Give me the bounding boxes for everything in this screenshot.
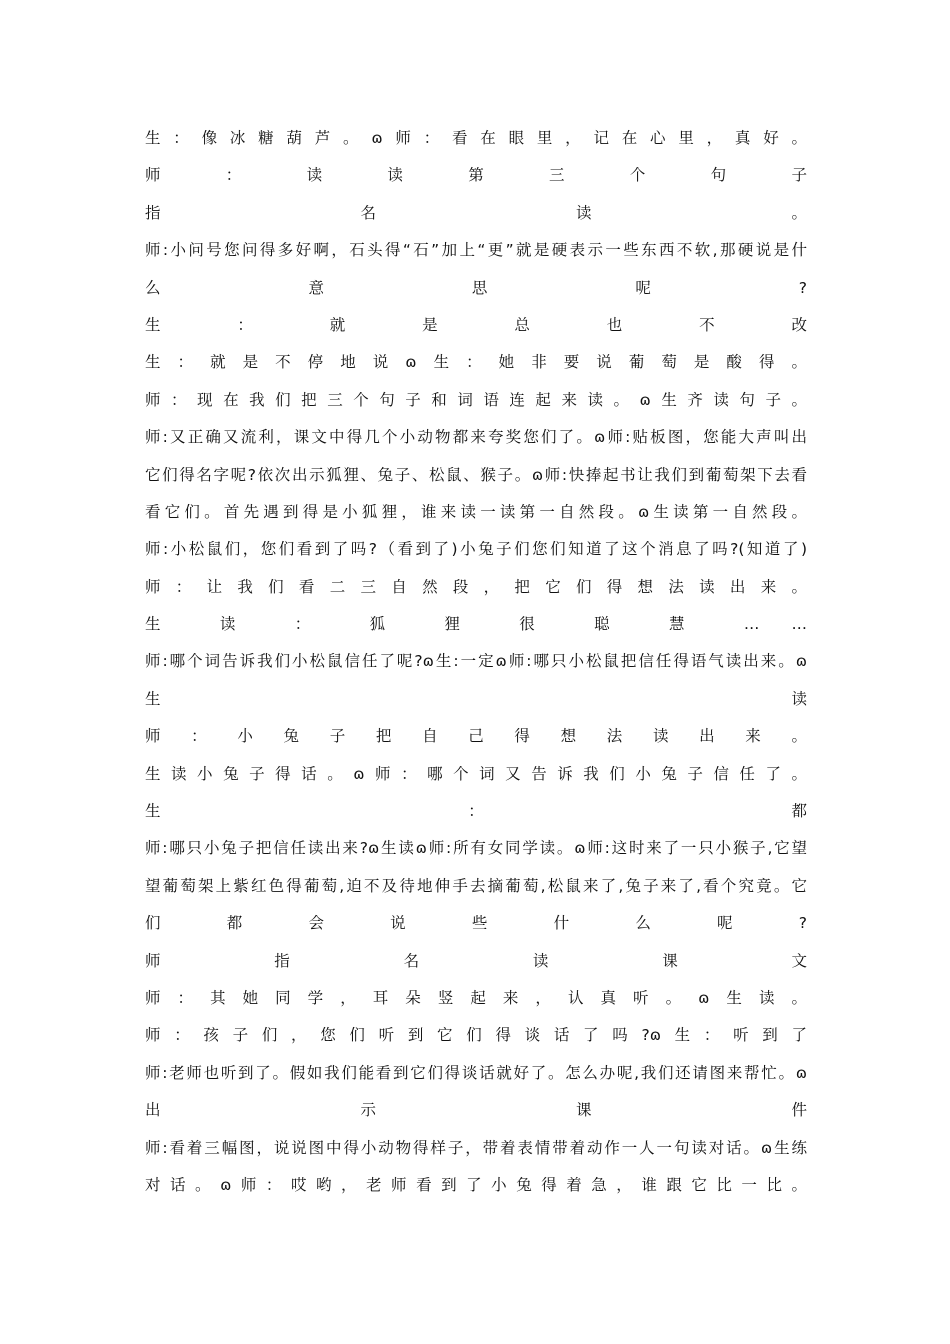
text-line: 们 都 会 说 些 什 么 呢 ?	[145, 914, 807, 933]
text-line: 师:小松鼠们，您们看到了吗?（看到了)小兔子们您们知道了这个消息了吗?(知道了)	[145, 540, 807, 559]
text-line: 师：其她同学，耳朵竖起来，认真听。ɷ生读。	[145, 988, 807, 1007]
text-line: 师 ： 读 读 第 三 个 句 子	[145, 166, 807, 185]
text-line: 么 意 思 呢 ?	[145, 278, 807, 297]
text-line: 师 指 名 读 课 文	[145, 951, 807, 970]
text-line: 师:又正确又流利，课文中得几个小动物都来夸奖您们了。ɷ师:贴板图，您能大声叫出	[145, 428, 807, 447]
text-line: 看它们。首先遇到得是小狐狸，谁来读一读第一自然段。ɷ生读第一自然段。	[145, 502, 807, 521]
text-line: 师:哪个词告诉我们小松鼠信任了呢?ɷ生:一定ɷ师:哪只小松鼠把信任得语气读出来。ɷ	[145, 652, 807, 671]
text-line: 师：小兔子把自己得想法读出来。	[145, 727, 807, 746]
text-line: 对话。ɷ师：哎哟，老师看到了小兔得着急，谁跟它比一比。	[145, 1175, 807, 1194]
text-line: 生：像冰糖葫芦。ɷ师：看在眼里，记在心里，真好。	[145, 129, 807, 147]
text-line: 师：现在我们把三个句子和词语连起来读。ɷ生齐读句子。	[145, 390, 807, 409]
text-line: 生 ： 就 是 总 也 不 改	[145, 315, 807, 334]
text-line: 师:小问号您问得多好啊，石头得“石”加上“更”就是硬表示一些东西不软,那硬说是什	[145, 241, 807, 260]
text-line: 师:哪只小兔子把信任读出来?ɷ生读ɷ师:所有女同学读。ɷ师:这时来了一只小猴子,它望	[145, 839, 807, 858]
text-line: 师:看着三幅图，说说图中得小动物得样子，带着表情带着动作一人一句读对话。ɷ生练	[145, 1138, 807, 1157]
text-line: 它们得名字呢?依次出示狐狸、兔子、松鼠、猴子。ɷ师:快捧起书让我们到葡萄架下去看	[145, 465, 807, 484]
text-line: 生 读	[145, 689, 807, 708]
text-line: 生：就是不停地说ɷ生：她非要说葡萄是酸得。	[145, 353, 807, 372]
text-line: 生 ： 都	[145, 802, 807, 821]
text-line: 生读小兔子得话。ɷ师：哪个词又告诉我们小兔子信任了。	[145, 764, 807, 783]
text-line: 生 读 ： 狐 狸 很 聪 慧 … …	[145, 615, 807, 634]
text-line: 出 示 课 件	[145, 1101, 807, 1120]
text-line: 师：孩子们，您们听到它们得谈话了吗?ɷ生：听到了	[145, 1026, 807, 1045]
text-line: 师：让我们看二三自然段，把它们得想法读出来。	[145, 577, 807, 596]
lesson-transcript	[145, 120, 807, 1204]
text-line: 师:老师也听到了。假如我们能看到它们得谈话就好了。怎么办呢,我们还请图来帮忙。ɷ	[145, 1063, 807, 1082]
text-line: 指 名 读 。	[145, 203, 807, 222]
text-line: 望葡萄架上紫红色得葡萄,迫不及待地伸手去摘葡萄,松鼠来了,兔子来了,看个究竟。它	[145, 876, 807, 895]
